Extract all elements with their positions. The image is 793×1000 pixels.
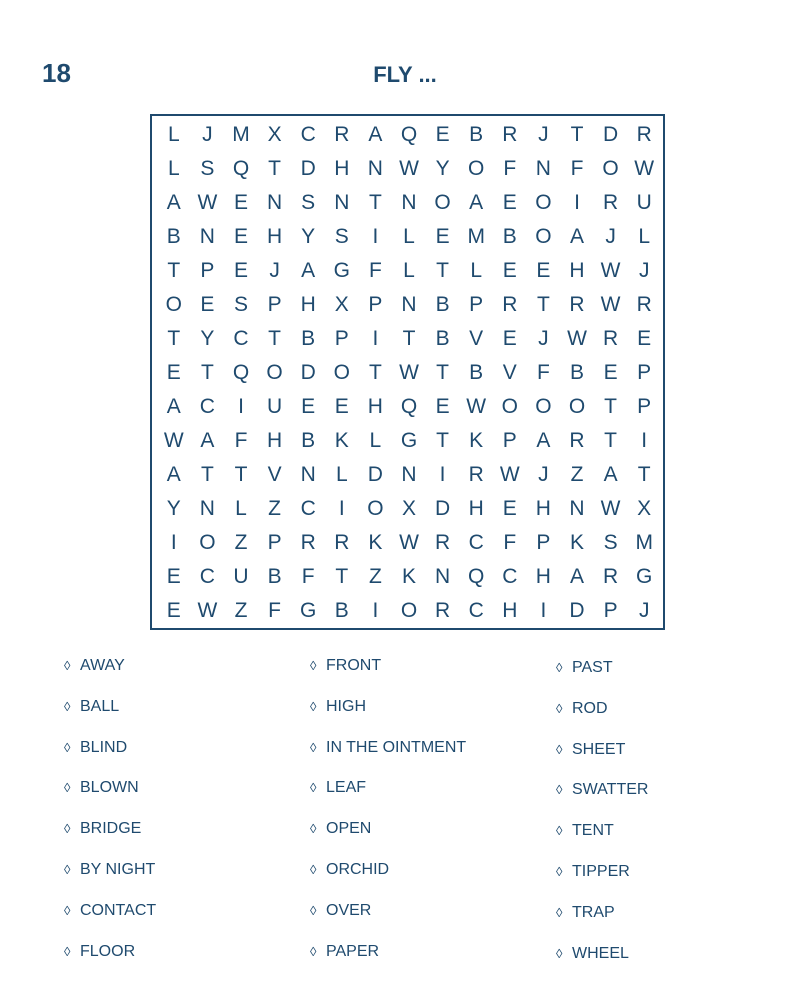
grid-letter[interactable]: I (170, 531, 177, 554)
grid-letter[interactable]: E (233, 225, 248, 248)
grid-letter[interactable]: B (334, 599, 349, 622)
grid-letter[interactable]: A (536, 429, 551, 452)
grid-letter[interactable]: P (469, 293, 484, 316)
grid-letter[interactable]: E (334, 395, 349, 418)
grid-letter[interactable]: O (602, 157, 619, 180)
grid-letter[interactable]: Q (400, 395, 418, 418)
grid-letter[interactable]: O (199, 531, 216, 554)
grid-letter[interactable]: A (166, 395, 181, 418)
diamond-bullet-icon: ◊ (556, 945, 563, 961)
grid-letter[interactable]: E (166, 599, 181, 622)
grid-letter[interactable]: C (199, 565, 215, 588)
grid-letter[interactable]: U (636, 191, 652, 214)
grid-letter[interactable]: C (300, 497, 316, 520)
grid-letter[interactable]: O (468, 157, 485, 180)
diamond-bullet-icon: ◊ (310, 821, 317, 837)
grid-letter[interactable]: B (569, 361, 584, 384)
word-label: BALL (80, 697, 120, 715)
grid-letter[interactable]: W (399, 157, 419, 180)
grid-letter[interactable]: K (569, 531, 584, 554)
grid-letter[interactable]: I (540, 599, 547, 622)
grid-letter[interactable]: T (335, 565, 349, 588)
grid-letter[interactable]: T (268, 157, 281, 180)
grid-letter[interactable]: R (569, 429, 585, 452)
grid-letter[interactable]: W (600, 293, 621, 316)
grid-letter[interactable]: R (603, 191, 619, 214)
grid-letter[interactable]: C (502, 565, 518, 588)
grid-letter[interactable]: N (367, 157, 383, 180)
grid-letter[interactable]: H (535, 497, 551, 520)
grid-letter[interactable]: H (334, 157, 350, 180)
grid-letter[interactable]: T (200, 463, 214, 486)
grid-letter[interactable]: E (536, 259, 551, 282)
grid-letter[interactable]: I (574, 191, 580, 214)
word-list-item (310, 657, 381, 675)
grid-letter[interactable]: I (238, 395, 244, 418)
grid-letter[interactable]: Y (166, 497, 181, 520)
grid-letter[interactable]: D (603, 123, 619, 146)
grid-letter[interactable]: K (368, 531, 383, 554)
word-list-item (64, 698, 119, 716)
grid-letter[interactable]: L (403, 225, 415, 248)
grid-letter[interactable]: N (334, 191, 350, 214)
diamond-bullet-icon: ◊ (64, 739, 71, 755)
grid-letter[interactable]: J (538, 463, 549, 486)
grid-letter[interactable]: O (367, 497, 384, 520)
grid-letter[interactable]: S (233, 293, 248, 316)
grid-letter[interactable]: P (502, 429, 517, 452)
grid-letter[interactable]: O (333, 361, 350, 384)
word-list-item (64, 861, 155, 879)
grid-letter[interactable]: F (536, 361, 550, 384)
grid-letter[interactable]: D (569, 599, 585, 622)
grid-letter[interactable]: A (368, 123, 383, 146)
grid-letter[interactable]: W (466, 395, 487, 418)
grid-letter[interactable]: B (469, 123, 484, 146)
word-label: TIPPER (572, 863, 630, 880)
word-list-item (556, 741, 625, 759)
diamond-bullet-icon: ◊ (64, 821, 71, 837)
grid-letter[interactable]: G (400, 429, 418, 452)
grid-letter[interactable]: I (372, 225, 379, 248)
grid-letter[interactable]: L (167, 123, 180, 146)
grid-letter[interactable]: B (435, 327, 450, 350)
grid-letter[interactable]: X (267, 123, 282, 146)
word-label: PAPER (326, 942, 380, 960)
grid-letter[interactable]: T (436, 259, 449, 282)
grid-letter[interactable]: O (400, 599, 418, 622)
grid-letter[interactable]: O (535, 395, 552, 418)
grid-letter[interactable]: Z (234, 599, 248, 622)
grid-letter[interactable]: N (435, 565, 451, 588)
grid-letter[interactable]: P (267, 293, 282, 316)
grid-letter[interactable]: J (605, 225, 616, 248)
grid-letter[interactable]: K (469, 429, 484, 452)
grid-letter[interactable]: X (401, 497, 416, 520)
grid-letter[interactable]: C (468, 531, 484, 554)
word-list-item (310, 779, 366, 797)
grid-letter[interactable]: E (502, 327, 517, 350)
grid-letter[interactable]: Q (232, 157, 250, 180)
grid-letter[interactable]: T (368, 361, 382, 384)
grid-letter[interactable]: T (200, 361, 214, 384)
grid-letter[interactable]: W (399, 531, 419, 554)
grid-letter[interactable]: N (569, 497, 585, 520)
grid-letter[interactable]: N (199, 497, 215, 520)
grid-letter[interactable]: N (199, 225, 215, 248)
grid-letter[interactable]: W (163, 429, 184, 452)
grid-letter[interactable]: S (301, 191, 316, 214)
diamond-bullet-icon: ◊ (310, 698, 317, 714)
word-list-item (556, 945, 629, 963)
grid-letter[interactable]: K (334, 429, 349, 452)
grid-letter[interactable]: Y (301, 225, 316, 248)
grid-letter[interactable]: S (603, 531, 618, 554)
diamond-bullet-icon: ◊ (556, 660, 563, 675)
grid-letter[interactable]: E (435, 123, 450, 146)
grid-letter[interactable]: O (434, 191, 451, 214)
word-list-item (64, 657, 125, 675)
grid-letter[interactable]: H (535, 565, 551, 588)
grid-letter[interactable]: E (301, 395, 316, 418)
grid-letter[interactable]: B (502, 225, 517, 248)
diamond-bullet-icon: ◊ (310, 780, 317, 796)
grid-letter[interactable]: D (435, 497, 451, 520)
word-list-item (310, 943, 379, 961)
word-list-item (556, 659, 613, 677)
grid-letter[interactable]: I (372, 599, 379, 622)
grid-letter[interactable]: T (436, 429, 449, 452)
diamond-bullet-icon: ◊ (556, 782, 563, 798)
grid-letter[interactable]: R (603, 327, 619, 350)
grid-letter[interactable]: H (267, 429, 283, 452)
grid-letter[interactable]: C (199, 395, 215, 418)
grid-letter[interactable]: L (403, 259, 415, 282)
grid-letter[interactable]: W (197, 191, 218, 214)
grid-letter[interactable]: T (604, 429, 617, 452)
word-label: HIGH (326, 697, 366, 715)
grid-letter[interactable]: B (301, 429, 316, 452)
word-label: WHEEL (572, 944, 629, 962)
grid-letter[interactable]: B (267, 565, 282, 588)
grid-letter[interactable]: R (435, 599, 451, 622)
grid-letter[interactable]: S (334, 225, 349, 248)
grid-letter[interactable]: Z (234, 531, 248, 554)
grid-letter[interactable]: J (269, 259, 280, 282)
grid-letter[interactable]: G (636, 565, 653, 588)
grid-letter[interactable]: C (233, 327, 249, 350)
grid-letter[interactable]: V (267, 463, 282, 486)
word-list-item (64, 902, 156, 920)
page-number: 18 (42, 58, 71, 88)
grid-letter[interactable]: A (469, 191, 484, 214)
grid-letter[interactable]: R (334, 531, 350, 554)
grid-letter[interactable]: T (234, 463, 248, 486)
grid-letter[interactable]: Z (570, 463, 584, 486)
grid-letter[interactable]: O (266, 361, 283, 384)
grid-letter[interactable]: T (436, 361, 449, 384)
grid-letter[interactable]: P (200, 259, 215, 282)
grid-letter[interactable]: P (334, 327, 349, 350)
word-label: PAST (572, 659, 613, 676)
grid-letter[interactable]: L (369, 429, 382, 452)
diamond-bullet-icon: ◊ (64, 658, 71, 673)
grid-letter[interactable]: F (268, 599, 281, 622)
grid-letter[interactable]: C (468, 599, 484, 622)
grid-letter[interactable]: L (167, 157, 180, 180)
grid-letter[interactable]: K (401, 565, 416, 588)
word-label: OVER (326, 901, 372, 919)
grid-letter[interactable]: W (197, 599, 218, 622)
grid-letter[interactable]: W (634, 157, 655, 180)
word-label: SWATTER (572, 781, 649, 799)
grid-letter[interactable]: E (435, 225, 450, 248)
grid-letter[interactable]: D (367, 463, 383, 486)
grid-letter[interactable]: J (538, 123, 549, 146)
grid-letter[interactable]: M (467, 225, 485, 248)
grid-letter[interactable]: W (399, 361, 419, 384)
grid-letter[interactable]: B (166, 225, 181, 248)
grid-letter[interactable]: R (435, 531, 451, 554)
grid-letter[interactable]: A (166, 463, 181, 486)
grid-letter[interactable]: A (603, 463, 618, 486)
grid-letter[interactable]: Q (232, 361, 250, 384)
grid-letter[interactable]: I (338, 497, 345, 520)
word-label: IN THE OINTMENT (326, 738, 467, 756)
grid-letter[interactable]: O (501, 395, 518, 418)
grid-letter[interactable]: I (372, 327, 379, 350)
grid-letter[interactable]: A (166, 191, 181, 214)
grid-letter[interactable]: T (167, 259, 181, 282)
grid-letter[interactable]: O (568, 395, 586, 418)
diamond-bullet-icon: ◊ (556, 823, 563, 839)
word-list-item (64, 943, 135, 961)
word-label: SHEET (572, 740, 626, 758)
grid-letter[interactable]: A (200, 429, 215, 452)
grid-letter[interactable]: Q (400, 123, 418, 146)
grid-letter[interactable]: T (570, 123, 584, 146)
grid-letter[interactable]: E (200, 293, 215, 316)
grid-letter[interactable]: L (335, 463, 348, 486)
word-list-item (310, 861, 389, 879)
grid-letter[interactable]: W (567, 327, 587, 350)
diamond-bullet-icon: ◊ (310, 943, 317, 959)
grid-letter[interactable]: E (166, 361, 181, 384)
grid-letter[interactable]: Y (435, 157, 450, 180)
grid-letter[interactable]: X (637, 497, 652, 520)
grid-letter[interactable]: F (503, 531, 517, 554)
word-label: BY NIGHT (80, 861, 156, 878)
grid-letter[interactable]: G (300, 599, 317, 622)
word-label: TENT (572, 822, 614, 840)
grid-letter[interactable]: E (233, 191, 248, 214)
grid-letter[interactable]: Z (268, 497, 281, 520)
grid-letter[interactable]: E (233, 259, 248, 282)
grid-letter[interactable]: R (334, 123, 350, 146)
grid-letter[interactable]: W (499, 463, 520, 486)
diamond-bullet-icon: ◊ (64, 698, 71, 714)
word-list-item (310, 820, 371, 838)
grid-letter[interactable]: A (301, 259, 316, 282)
grid-letter[interactable]: E (603, 361, 618, 384)
grid-letter[interactable]: F (234, 429, 248, 452)
word-label: CONTACT (80, 901, 157, 919)
grid-letter[interactable]: N (300, 463, 316, 486)
grid-letter[interactable]: N (401, 293, 417, 316)
diamond-bullet-icon: ◊ (64, 943, 71, 959)
word-label: TRAP (572, 903, 615, 921)
grid-letter[interactable]: B (301, 327, 316, 350)
word-label: BLIND (80, 738, 128, 756)
word-label: ORCHID (326, 861, 390, 878)
word-list-item (310, 698, 366, 716)
grid-letter[interactable]: J (638, 259, 650, 282)
grid-letter[interactable]: E (502, 497, 517, 520)
grid-letter[interactable]: P (603, 599, 618, 622)
grid-letter[interactable]: Y (200, 327, 215, 350)
grid-letter[interactable]: H (502, 599, 518, 622)
grid-letter[interactable]: T (268, 327, 281, 350)
grid-letter[interactable]: J (538, 327, 549, 350)
grid-letter[interactable]: B (435, 293, 450, 316)
word-list-item (556, 822, 614, 840)
grid-letter[interactable]: I (641, 429, 648, 452)
grid-letter[interactable]: Q (468, 565, 485, 588)
diamond-bullet-icon: ◊ (310, 739, 317, 755)
grid-letter[interactable]: D (300, 157, 316, 180)
grid-letter[interactable]: T (167, 327, 181, 350)
diamond-bullet-icon: ◊ (64, 902, 71, 918)
grid-letter[interactable]: U (267, 395, 283, 418)
grid-letter[interactable]: E (435, 395, 450, 418)
word-list-item (556, 700, 608, 718)
grid-letter[interactable]: F (301, 565, 315, 588)
diamond-bullet-icon: ◊ (64, 780, 71, 796)
word-list-item (64, 739, 127, 757)
grid-letter[interactable]: V (469, 327, 484, 350)
grid-letter[interactable]: V (502, 361, 517, 384)
grid-letter[interactable]: R (569, 293, 585, 316)
grid-letter[interactable]: R (636, 123, 652, 146)
grid-letter[interactable]: C (300, 123, 316, 146)
grid-letter[interactable]: F (368, 259, 382, 282)
grid-letter[interactable]: U (233, 565, 249, 588)
grid-letter[interactable]: R (502, 293, 518, 316)
word-label: BLOWN (80, 779, 139, 797)
grid-letter[interactable]: P (637, 395, 652, 418)
grid-letter[interactable]: H (569, 259, 585, 282)
grid-letter[interactable]: P (536, 531, 551, 554)
grid-letter[interactable]: S (200, 157, 215, 180)
grid-letter[interactable]: N (535, 157, 551, 180)
word-label: FRONT (326, 657, 382, 674)
word-label: LEAF (326, 779, 367, 797)
grid-letter[interactable]: N (267, 191, 283, 214)
grid-letter[interactable]: E (166, 565, 181, 588)
word-list-item (310, 739, 466, 757)
grid-letter[interactable]: R (636, 293, 652, 316)
grid-letter[interactable]: E (502, 259, 517, 282)
word-list-item (64, 779, 139, 797)
diamond-bullet-icon: ◊ (310, 658, 317, 673)
grid-letter[interactable]: T (402, 327, 416, 350)
grid-letter[interactable]: M (635, 531, 653, 554)
grid-letter[interactable]: I (439, 463, 446, 486)
word-list-item (64, 820, 141, 838)
grid-letter[interactable]: E (502, 191, 517, 214)
grid-letter[interactable]: P (368, 293, 383, 316)
grid-letter[interactable]: T (368, 191, 382, 214)
grid-letter[interactable]: P (637, 361, 652, 384)
grid-letter[interactable]: W (600, 259, 621, 282)
grid-letter[interactable]: L (470, 259, 483, 282)
diamond-bullet-icon: ◊ (556, 741, 563, 757)
diamond-bullet-icon: ◊ (310, 902, 317, 918)
page-title: FLY ... (373, 62, 437, 87)
word-label: AWAY (80, 657, 125, 674)
grid-letter[interactable]: M (232, 123, 250, 146)
grid-letter[interactable]: J (202, 123, 213, 146)
grid-letter[interactable]: D (300, 361, 316, 384)
grid-letter[interactable]: T (536, 293, 550, 316)
grid-letter[interactable]: O (165, 293, 182, 316)
diamond-bullet-icon: ◊ (556, 904, 563, 920)
grid-letter[interactable]: O (535, 191, 552, 214)
grid-letter[interactable]: F (503, 157, 517, 180)
word-label: BRIDGE (80, 820, 142, 838)
grid-letter[interactable]: P (267, 531, 282, 554)
diamond-bullet-icon: ◊ (310, 862, 317, 877)
grid-letter[interactable]: T (637, 463, 651, 486)
word-label: FLOOR (80, 942, 136, 960)
grid-letter[interactable]: T (604, 395, 617, 418)
grid-letter[interactable]: A (569, 565, 584, 588)
grid-letter[interactable]: H (468, 497, 484, 520)
grid-letter[interactable]: E (637, 327, 652, 350)
grid-letter[interactable]: G (333, 259, 350, 282)
grid-letter[interactable]: X (334, 293, 349, 316)
diamond-bullet-icon: ◊ (64, 862, 71, 877)
word-list-item (310, 902, 371, 920)
grid-letter[interactable]: R (502, 123, 518, 146)
word-list-item (556, 904, 615, 922)
grid-letter[interactable]: L (235, 497, 247, 520)
grid-letter[interactable]: L (638, 225, 651, 248)
grid-letter[interactable]: N (401, 191, 417, 214)
grid-letter[interactable]: R (603, 565, 619, 588)
grid-letter[interactable]: R (468, 463, 484, 486)
grid-letter[interactable]: R (300, 531, 316, 554)
word-label: OPEN (326, 820, 372, 838)
word-list-item (556, 863, 630, 881)
word-label: ROD (572, 699, 608, 717)
word-list-item (556, 781, 648, 799)
grid-letter[interactable]: H (300, 293, 316, 316)
diamond-bullet-icon: ◊ (556, 700, 563, 716)
grid-letter[interactable]: H (367, 395, 383, 418)
grid-letter[interactable]: J (638, 599, 650, 622)
grid-letter[interactable]: A (569, 225, 584, 248)
grid-letter[interactable]: B (469, 361, 484, 384)
grid-letter[interactable]: W (600, 497, 621, 520)
grid-letter[interactable]: F (570, 157, 584, 180)
diamond-bullet-icon: ◊ (556, 864, 563, 879)
grid-letter[interactable]: Z (368, 565, 382, 588)
grid-letter[interactable]: N (401, 463, 417, 486)
grid-letter[interactable]: H (267, 225, 283, 248)
grid-letter[interactable]: O (535, 225, 552, 248)
